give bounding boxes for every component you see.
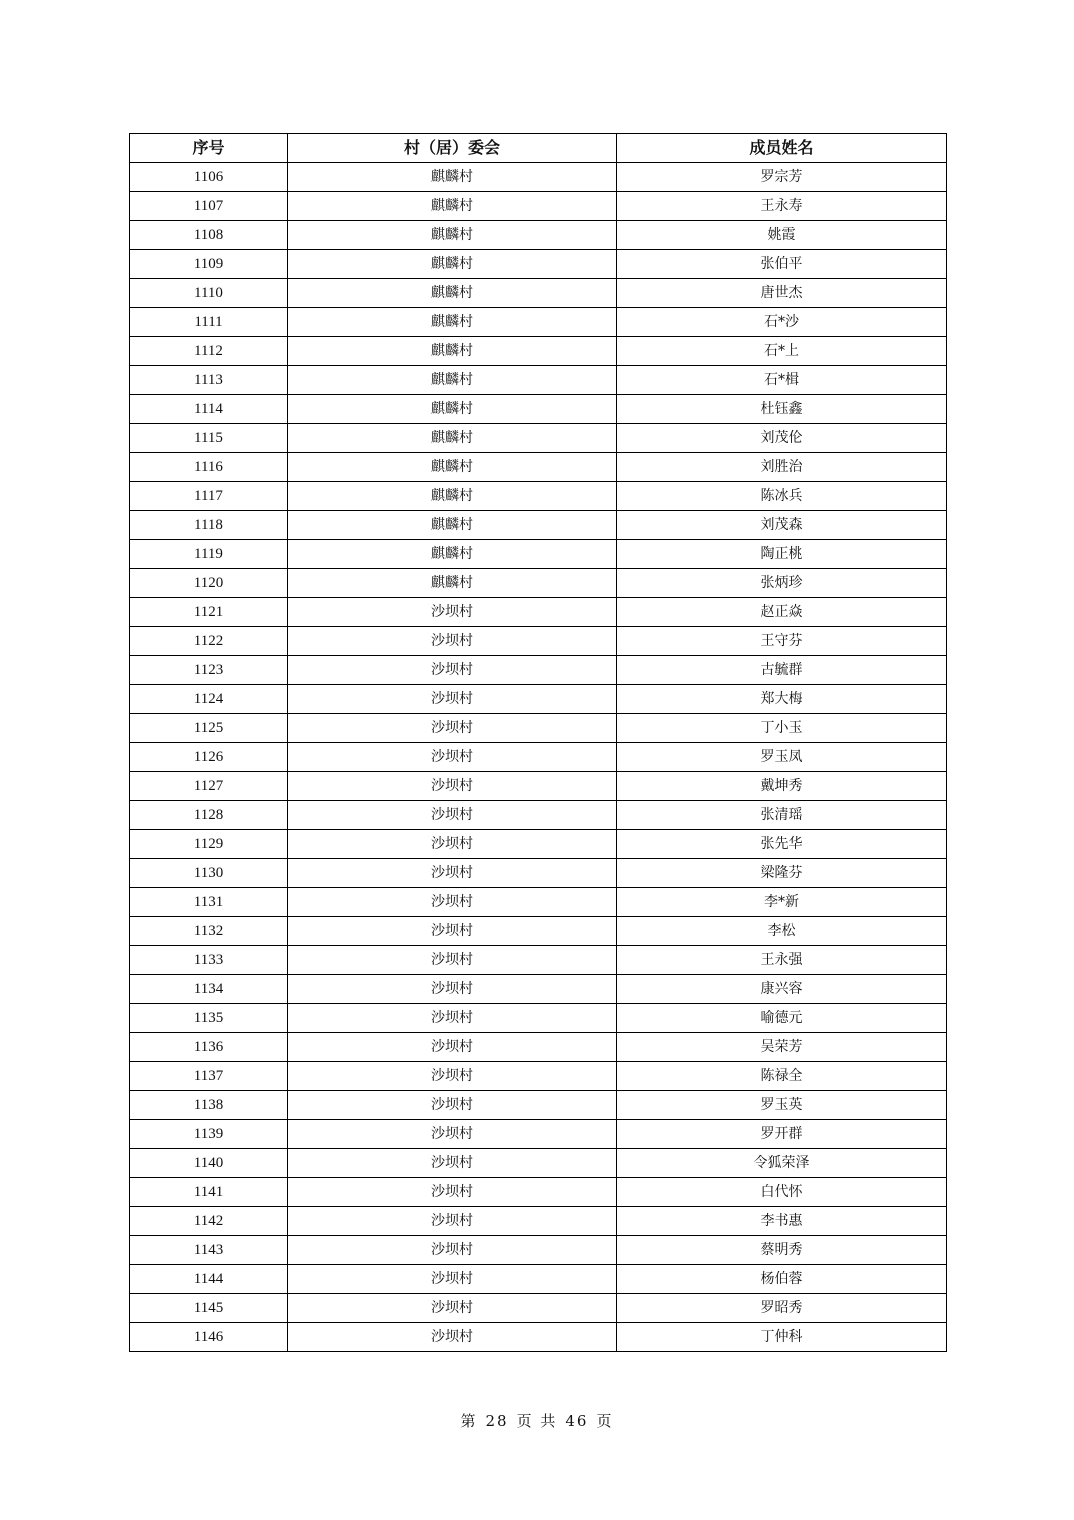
cell-member-name: 令狐荣泽	[617, 1149, 947, 1178]
table-row	[130, 1033, 947, 1062]
header-member-name: 成员姓名	[617, 134, 947, 163]
cell-index: 1118	[130, 511, 288, 540]
cell-index: 1142	[130, 1207, 288, 1236]
table-row	[130, 279, 947, 308]
cell-village: 沙坝村	[288, 1236, 617, 1265]
cell-index: 1111	[130, 308, 288, 337]
table-row	[130, 917, 947, 946]
cell-index: 1113	[130, 366, 288, 395]
cell-village: 麒麟村	[288, 482, 617, 511]
table-header-row	[130, 134, 947, 163]
cell-member-name: 姚霞	[617, 221, 947, 250]
cell-index: 1133	[130, 946, 288, 975]
cell-member-name: 戴坤秀	[617, 772, 947, 801]
cell-village: 麒麟村	[288, 279, 617, 308]
cell-village: 麒麟村	[288, 540, 617, 569]
header-village-committee: 村（居）委会	[288, 134, 617, 163]
cell-member-name: 刘胜治	[617, 453, 947, 482]
cell-index: 1122	[130, 627, 288, 656]
cell-member-name: 王守芬	[617, 627, 947, 656]
cell-village: 沙坝村	[288, 1062, 617, 1091]
cell-index: 1120	[130, 569, 288, 598]
table-row	[130, 830, 947, 859]
cell-index: 1135	[130, 1004, 288, 1033]
cell-index: 1146	[130, 1323, 288, 1352]
cell-member-name: 陈禄全	[617, 1062, 947, 1091]
cell-index: 1121	[130, 598, 288, 627]
page-label-mid: 页 共	[516, 1412, 558, 1430]
cell-index: 1115	[130, 424, 288, 453]
cell-index: 1116	[130, 453, 288, 482]
cell-index: 1112	[130, 337, 288, 366]
cell-index: 1106	[130, 163, 288, 192]
cell-village: 麒麟村	[288, 453, 617, 482]
cell-member-name: 吴荣芳	[617, 1033, 947, 1062]
cell-village: 沙坝村	[288, 1265, 617, 1294]
table-row	[130, 888, 947, 917]
cell-index: 1137	[130, 1062, 288, 1091]
cell-village: 沙坝村	[288, 1149, 617, 1178]
cell-village: 沙坝村	[288, 1294, 617, 1323]
table-row	[130, 859, 947, 888]
cell-member-name: 罗开群	[617, 1120, 947, 1149]
cell-village: 沙坝村	[288, 859, 617, 888]
cell-member-name: 陶正桃	[617, 540, 947, 569]
cell-village: 麒麟村	[288, 337, 617, 366]
table-row	[130, 1149, 947, 1178]
cell-index: 1110	[130, 279, 288, 308]
cell-index: 1117	[130, 482, 288, 511]
cell-village: 沙坝村	[288, 1033, 617, 1062]
table-row	[130, 395, 947, 424]
total-pages-number: 46	[565, 1412, 589, 1430]
table-row	[130, 482, 947, 511]
cell-index: 1140	[130, 1149, 288, 1178]
cell-village: 沙坝村	[288, 743, 617, 772]
cell-index: 1141	[130, 1178, 288, 1207]
cell-village: 麒麟村	[288, 366, 617, 395]
cell-member-name: 石*楫	[617, 366, 947, 395]
cell-member-name: 李书惠	[617, 1207, 947, 1236]
table-row	[130, 598, 947, 627]
table-row	[130, 1178, 947, 1207]
cell-member-name: 李松	[617, 917, 947, 946]
page-label-suffix: 页	[596, 1412, 614, 1430]
table-row	[130, 192, 947, 221]
cell-village: 麒麟村	[288, 192, 617, 221]
table-row	[130, 250, 947, 279]
cell-member-name: 石*上	[617, 337, 947, 366]
cell-index: 1125	[130, 714, 288, 743]
cell-index: 1107	[130, 192, 288, 221]
cell-index: 1124	[130, 685, 288, 714]
cell-village: 沙坝村	[288, 1207, 617, 1236]
cell-member-name: 康兴容	[617, 975, 947, 1004]
cell-village: 沙坝村	[288, 888, 617, 917]
table-row	[130, 1091, 947, 1120]
cell-village: 沙坝村	[288, 1004, 617, 1033]
cell-index: 1109	[130, 250, 288, 279]
cell-village: 沙坝村	[288, 772, 617, 801]
cell-index: 1144	[130, 1265, 288, 1294]
cell-village: 沙坝村	[288, 1091, 617, 1120]
cell-member-name: 王永强	[617, 946, 947, 975]
cell-village: 沙坝村	[288, 830, 617, 859]
cell-member-name: 唐世杰	[617, 279, 947, 308]
table-row	[130, 975, 947, 1004]
cell-member-name: 丁小玉	[617, 714, 947, 743]
table-row	[130, 772, 947, 801]
cell-member-name: 刘茂伦	[617, 424, 947, 453]
table-row	[130, 1236, 947, 1265]
cell-member-name: 郑大梅	[617, 685, 947, 714]
cell-village: 沙坝村	[288, 975, 617, 1004]
cell-index: 1128	[130, 801, 288, 830]
table-row	[130, 1207, 947, 1236]
cell-village: 麒麟村	[288, 424, 617, 453]
cell-index: 1132	[130, 917, 288, 946]
cell-member-name: 张先华	[617, 830, 947, 859]
table-row	[130, 743, 947, 772]
table-row	[130, 511, 947, 540]
cell-index: 1138	[130, 1091, 288, 1120]
header-index: 序号	[130, 134, 288, 163]
cell-index: 1119	[130, 540, 288, 569]
cell-village: 麒麟村	[288, 308, 617, 337]
cell-member-name: 杨伯蓉	[617, 1265, 947, 1294]
cell-member-name: 罗昭秀	[617, 1294, 947, 1323]
cell-member-name: 张清瑶	[617, 801, 947, 830]
cell-member-name: 王永寿	[617, 192, 947, 221]
cell-member-name: 罗玉凤	[617, 743, 947, 772]
cell-member-name: 石*沙	[617, 308, 947, 337]
table-row	[130, 540, 947, 569]
cell-member-name: 古毓群	[617, 656, 947, 685]
cell-village: 沙坝村	[288, 1178, 617, 1207]
table-row	[130, 1294, 947, 1323]
table-row	[130, 946, 947, 975]
table-row	[130, 1004, 947, 1033]
cell-index: 1123	[130, 656, 288, 685]
cell-index: 1139	[130, 1120, 288, 1149]
table-row	[130, 685, 947, 714]
table-row	[130, 1265, 947, 1294]
table-row	[130, 1323, 947, 1352]
cell-village: 沙坝村	[288, 1323, 617, 1352]
current-page-number: 28	[485, 1412, 509, 1430]
table-row	[130, 1062, 947, 1091]
cell-member-name: 丁仲科	[617, 1323, 947, 1352]
cell-member-name: 杜钰鑫	[617, 395, 947, 424]
cell-village: 沙坝村	[288, 685, 617, 714]
table-row	[130, 308, 947, 337]
cell-member-name: 蔡明秀	[617, 1236, 947, 1265]
cell-village: 沙坝村	[288, 917, 617, 946]
cell-village: 沙坝村	[288, 801, 617, 830]
cell-village: 麒麟村	[288, 163, 617, 192]
cell-village: 沙坝村	[288, 598, 617, 627]
cell-village: 麒麟村	[288, 250, 617, 279]
cell-village: 麒麟村	[288, 511, 617, 540]
table-row	[130, 801, 947, 830]
cell-village: 沙坝村	[288, 656, 617, 685]
cell-index: 1134	[130, 975, 288, 1004]
member-roster-table	[129, 133, 947, 1352]
cell-index: 1145	[130, 1294, 288, 1323]
cell-member-name: 梁隆芬	[617, 859, 947, 888]
cell-village: 麒麟村	[288, 221, 617, 250]
cell-village: 沙坝村	[288, 714, 617, 743]
table-row	[130, 453, 947, 482]
table-row	[130, 163, 947, 192]
cell-index: 1126	[130, 743, 288, 772]
table-row	[130, 221, 947, 250]
table-row	[130, 1120, 947, 1149]
table-row	[130, 656, 947, 685]
cell-member-name: 喻德元	[617, 1004, 947, 1033]
cell-village: 麒麟村	[288, 395, 617, 424]
cell-index: 1127	[130, 772, 288, 801]
cell-member-name: 张伯平	[617, 250, 947, 279]
cell-index: 1129	[130, 830, 288, 859]
table-row	[130, 366, 947, 395]
cell-index: 1131	[130, 888, 288, 917]
table-row	[130, 714, 947, 743]
cell-member-name: 白代怀	[617, 1178, 947, 1207]
page-number-footer	[0, 1410, 1074, 1431]
cell-member-name: 张炳珍	[617, 569, 947, 598]
page-label-prefix: 第	[460, 1412, 478, 1430]
cell-village: 沙坝村	[288, 946, 617, 975]
cell-index: 1108	[130, 221, 288, 250]
cell-village: 沙坝村	[288, 1120, 617, 1149]
cell-index: 1130	[130, 859, 288, 888]
table-row	[130, 627, 947, 656]
cell-index: 1136	[130, 1033, 288, 1062]
cell-index: 1143	[130, 1236, 288, 1265]
cell-index: 1114	[130, 395, 288, 424]
cell-village: 麒麟村	[288, 569, 617, 598]
cell-member-name: 李*新	[617, 888, 947, 917]
cell-member-name: 罗玉英	[617, 1091, 947, 1120]
cell-member-name: 赵正焱	[617, 598, 947, 627]
table-row	[130, 337, 947, 366]
cell-member-name: 刘茂森	[617, 511, 947, 540]
cell-member-name: 陈冰兵	[617, 482, 947, 511]
cell-member-name: 罗宗芳	[617, 163, 947, 192]
table-row	[130, 424, 947, 453]
table-row	[130, 569, 947, 598]
cell-village: 沙坝村	[288, 627, 617, 656]
table-body	[130, 163, 947, 1352]
